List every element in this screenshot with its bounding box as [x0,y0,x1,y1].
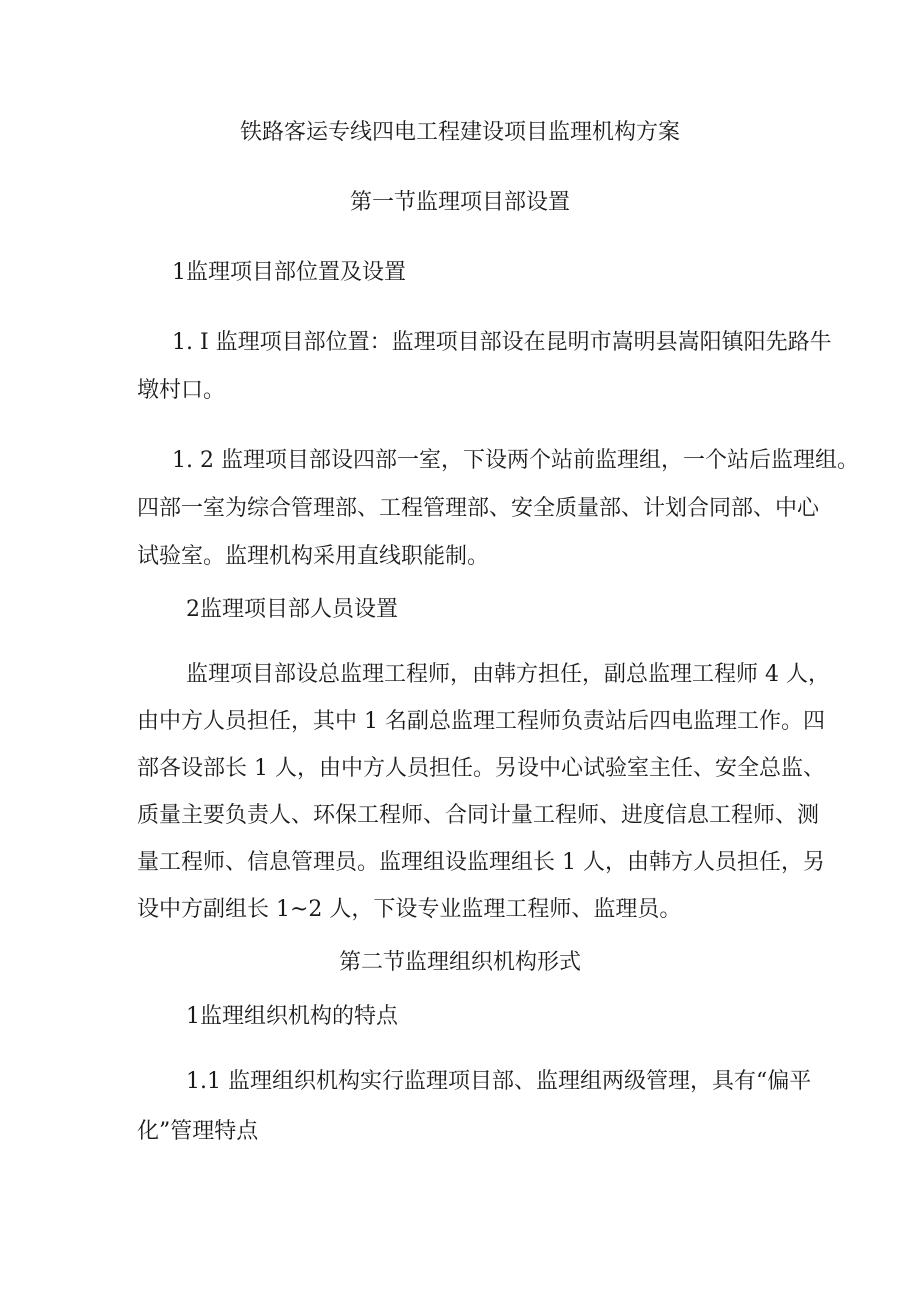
paragraph-line: 化”管理特点 [137,1119,259,1144]
section-heading: 第二节监理组织机构形式 [338,950,581,975]
subsection-heading: 2监理项目部人员设置 [186,597,398,622]
paragraph-line: 1.1 监理组织机构实行监理项目部、监理组两级管理，具有“偏平 [186,1069,812,1094]
paragraph-line: 墩村口。 [137,378,226,403]
paragraph-line: 试验室。监理机构采用直线职能制。 [137,544,490,569]
section-heading: 第一节监理项目部设置 [349,190,570,215]
paragraph-line: 部各设部长 1 人，由中方人员担任。另设中心试验室主任、安全总监、 [137,756,825,781]
subsection-heading: 1监理组织机构的特点 [186,1004,398,1029]
paragraph-line: 由中方人员担任，其中 1 名副总监理工程师负责站后四电监理工作。四 [137,709,825,734]
subsection-heading: 1监理项目部位置及设置 [172,260,406,285]
paragraph-line: 四部一室为综合管理部、工程管理部、安全质量部、计划合同部、中心 [137,496,820,521]
paragraph-line: 质量主要负责人、环保工程师、合同计量工程师、进度信息工程师、测 [137,803,820,828]
paragraph-line: 1. I 监理项目部位置：监理项目部设在昆明市嵩明县嵩阳镇阳先路牛 [172,330,832,355]
document-title: 铁路客运专线四电工程建设项目监理机构方案 [239,120,680,145]
paragraph-line: 监理项目部设总监理工程师，由韩方担任，副总监理工程师 4 人， [186,662,830,687]
paragraph-line: 1. 2 监理项目部设四部一室，下设两个站前监理组，一个站后监理组。 [172,448,859,473]
paragraph-line: 量工程师、信息管理员。监理组设监理组长 1 人，由韩方人员担任，另 [137,850,825,875]
paragraph-line: 设中方副组长 1~2 人，下设专业监理工程师、监理员。 [137,897,682,922]
